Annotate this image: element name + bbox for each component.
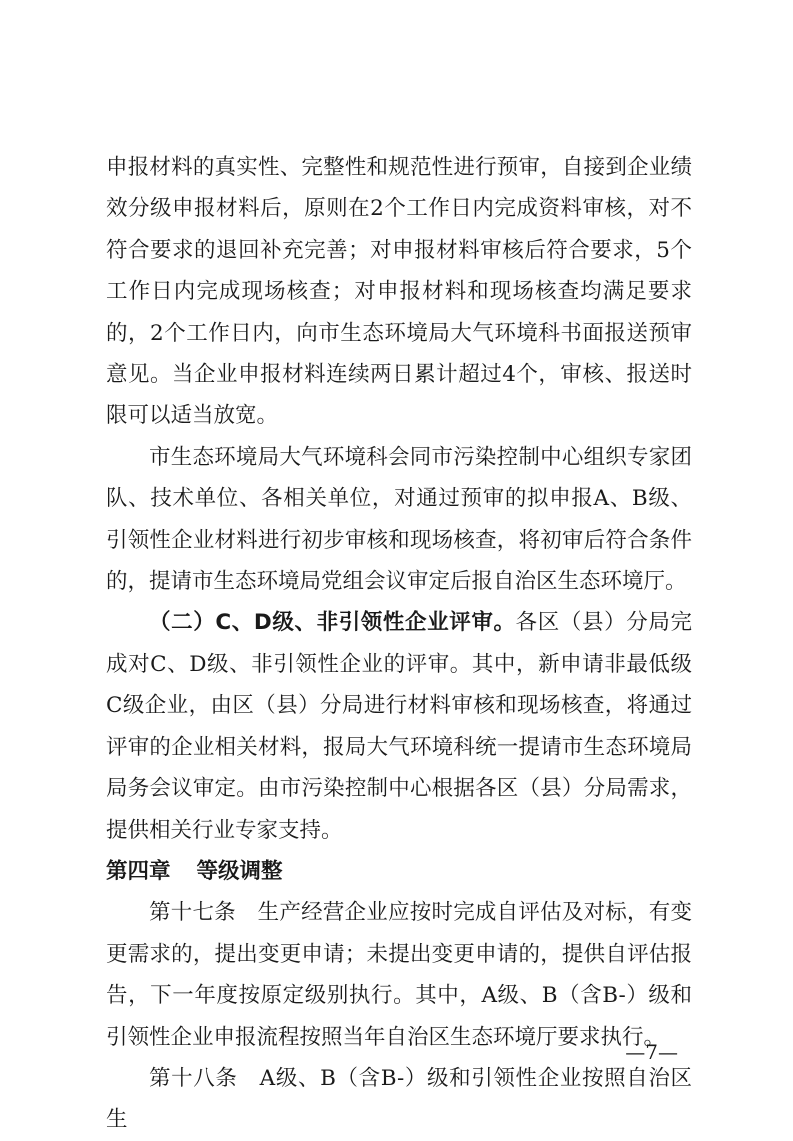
chapter-number: 第四章 [106,858,171,884]
section-heading-cd-review: （二）C、D级、非引领性企业评审。 [149,610,516,636]
chapter-title [106,851,692,892]
chapter-name: 等级调整 [196,858,283,884]
paragraph-cd-review [106,602,692,850]
paragraph-cd-review-body: 各区（县）分局完成对C、D级、非引领性企业的评审。其中，新申请非最低级C级企业，由区（县）分局进行材料审核和现场核查，将通过评审的企业相关材料，报局大气环境科统一提请市生态环境局局务会议审定。由市污染控制中心根据各区（县）分局需求，提供相关行业专家支持。 [106,610,692,843]
paragraph-review-timeline: 申报材料的真实性、完整性和规范性进行预审，自接到企业绩效分级申报材料后，原则在2个工作日内完成资料审核，对不符合要求的退回补充完善；对申报材料审核后符合要求，5个工作日内完成现场核查；对申报材料和现场核查均满足要求的，2个工作日内，向市生态环境局大气环境科书面报送预审意见。当企业申报材料连续两日累计超过4个，审核、报送时限可以适当放宽。 [106,155,692,429]
body-text [106,147,692,1141]
article-18: 第十八条 A级、B（含B-）级和引领性企业按照自治区生 [106,1065,692,1133]
page-number: —7— [625,1040,678,1064]
paragraph-initial-review: 市生态环境局大气环境科会同市污染控制中心组织专家团队、技术单位、各相关单位，对通过预审的拟申报A、B级、引领性企业材料进行初步审核和现场核查，将初审后符合条件的，提请市生态环境局党组会议审定后报自治区生态环境厅。 [106,444,692,595]
article-17: 第十七条 生产经营企业应按时完成自评估及对标，有变更需求的，提出变更申请；未提出变更申请的，提供自评估报告，下一年度按原定级别执行。其中，A级、B（含B-）级和引领性企业申报流程按照当年自治区生态环境厅要求执行。 [106,900,692,1050]
